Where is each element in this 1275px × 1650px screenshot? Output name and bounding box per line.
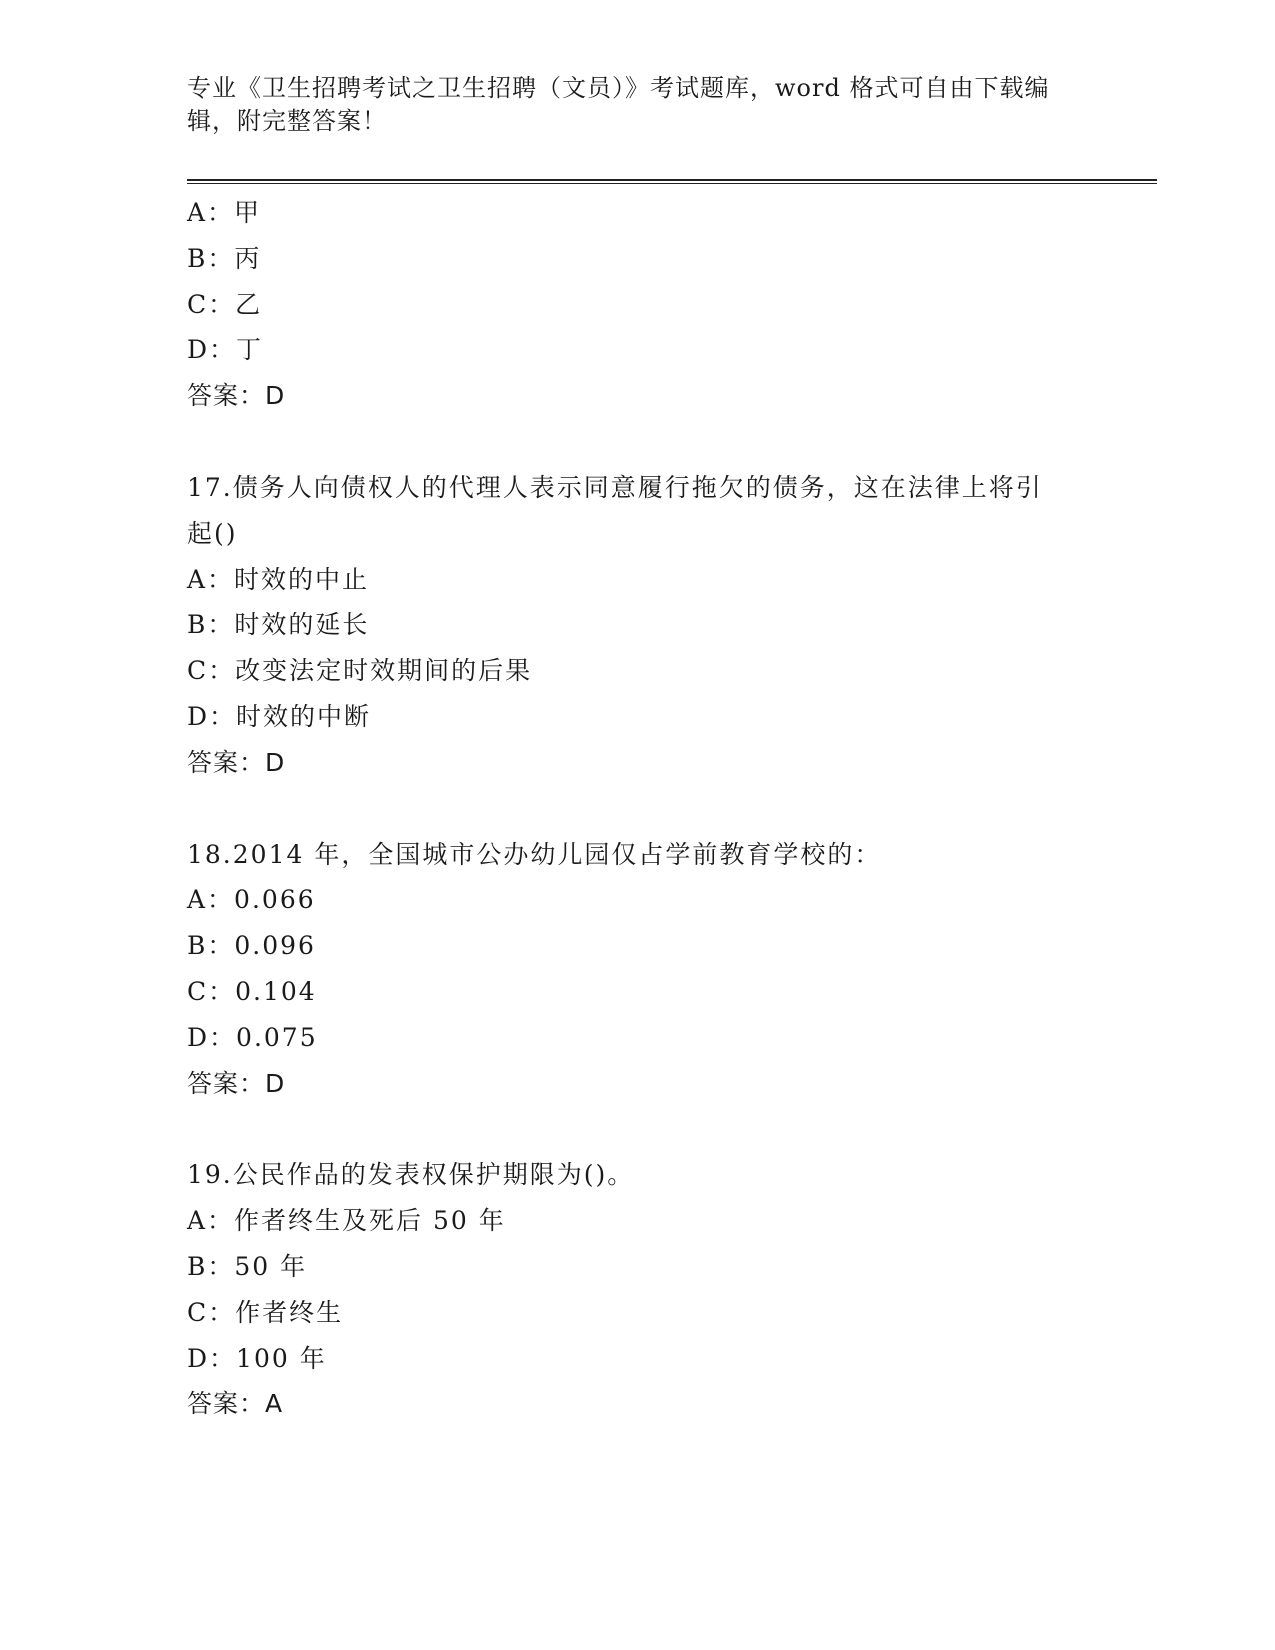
option-b: B：0.096 xyxy=(187,931,316,961)
answer-line: 答案：D xyxy=(187,381,286,411)
answer-line: 答案：D xyxy=(187,1068,286,1098)
header-divider xyxy=(187,179,1157,184)
option-a: A：甲 xyxy=(187,198,262,227)
option-d: D：0.075 xyxy=(187,1022,318,1052)
option-b: B：50 年 xyxy=(187,1251,308,1281)
option-a: A：作者终生及死后 50 年 xyxy=(187,1206,506,1236)
option-c: C：作者终生 xyxy=(187,1297,344,1327)
answer-line: 答案：A xyxy=(187,1389,284,1419)
option-c: C：改变法定时效期间的后果 xyxy=(187,656,533,686)
option-a: A：时效的中止 xyxy=(187,564,370,594)
option-d: D：时效的中断 xyxy=(187,701,372,731)
option-d: D：丁 xyxy=(187,335,264,365)
option-d: D：100 年 xyxy=(187,1343,327,1373)
document-header: 专业《卫生招聘考试之卫生招聘（文员）》考试题库，word 格式可自由下载编辑，附完整答案！ xyxy=(187,74,1050,135)
option-c: C：乙 xyxy=(187,289,263,319)
question-17 xyxy=(187,465,1157,786)
question-19 xyxy=(187,1152,1157,1427)
question-text: 19.公民作品的发表权保护期限为()。 xyxy=(187,1160,635,1190)
partial-question xyxy=(187,190,1157,419)
question-text: 17.债务人向债权人的代理人表示同意履行拖欠的债务，这在法律上将引起() xyxy=(187,472,1043,548)
question-text: 18.2014 年，全国城市公办幼儿园仅占学前教育学校的： xyxy=(187,839,882,869)
document-page xyxy=(187,72,1157,1427)
option-b: B：时效的延长 xyxy=(187,610,370,640)
option-c: C：0.104 xyxy=(187,976,317,1006)
option-a: A：0.066 xyxy=(187,885,316,915)
question-18 xyxy=(187,832,1157,1107)
option-b: B：丙 xyxy=(187,243,262,273)
answer-line: 答案：D xyxy=(187,747,286,777)
